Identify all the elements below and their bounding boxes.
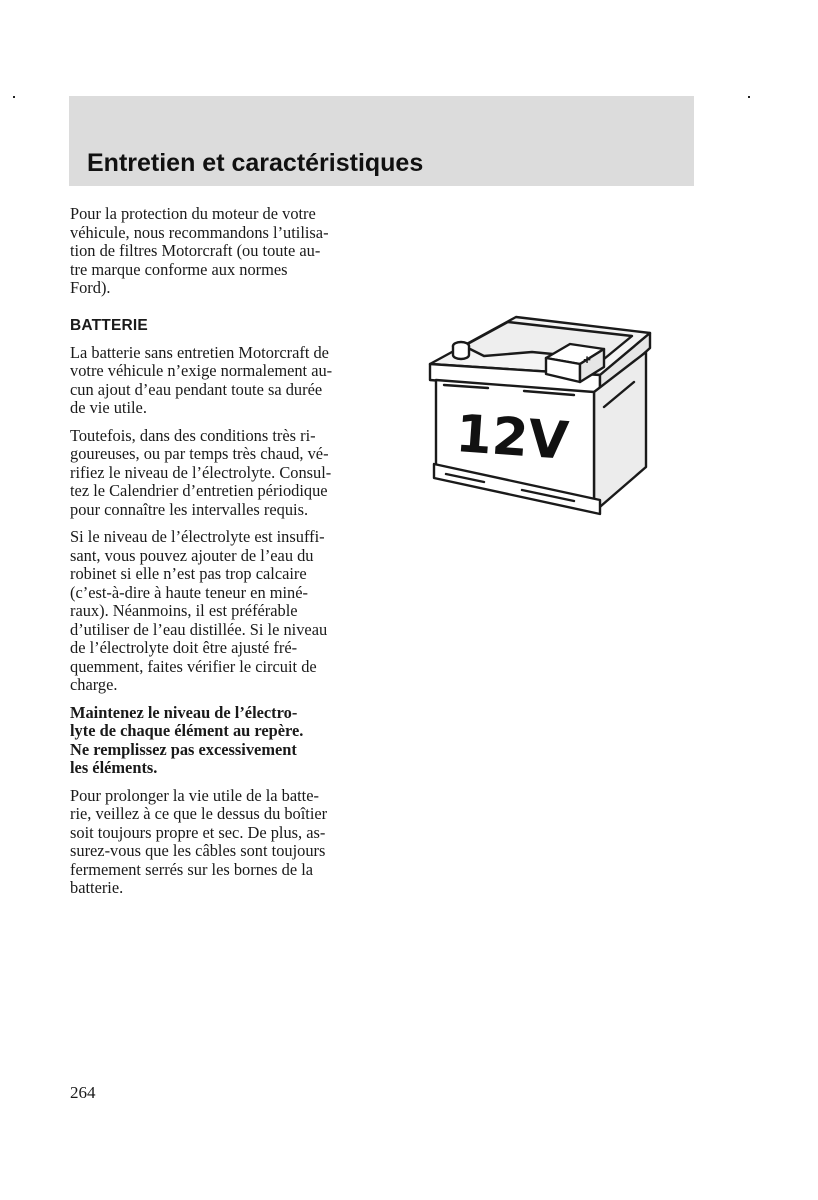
text-line: sant, vous pouvez ajouter de l’eau du — [70, 545, 314, 565]
plus-symbol: + — [583, 352, 591, 367]
text-line: Si le niveau de l’électrolyte est insuffi- — [70, 527, 325, 546]
text-line: raux). Néanmoins, il est préférable — [70, 601, 298, 620]
text-line: robinet si elle n’est pas trop calcaire — [70, 564, 307, 583]
text-line: Pour la protection du moteur de votre — [70, 204, 316, 223]
text-line: charge. — [70, 675, 118, 694]
intro-paragraph — [70, 205, 370, 298]
text-line: Maintenez le niveau de l’électro- — [70, 702, 298, 722]
page-number: 264 — [70, 1083, 96, 1102]
section-header-band — [69, 96, 694, 186]
battery-heading: BATTERIE — [70, 316, 148, 334]
battery-warning-paragraph — [70, 704, 370, 778]
main-text-column — [70, 205, 370, 907]
text-line: pour connaître les intervalles requis. — [70, 499, 309, 519]
text-line: Ford). — [70, 278, 111, 297]
text-line: batterie. — [70, 878, 124, 897]
text-line: rie, veillez à ce que le dessus du boîtier — [70, 804, 328, 823]
text-line: tez le Calendrier d’entretien périodique — [70, 481, 328, 500]
text-line: d’utiliser de l’eau distillée. Si le niveau — [70, 619, 328, 639]
text-line: les éléments. — [70, 758, 158, 777]
text-line: (c’est-à-dire à haute teneur en miné- — [70, 582, 308, 602]
text-line: goureuses, ou par temps très chaud, vé- — [70, 444, 329, 463]
battery-paragraph-check-level — [70, 427, 370, 520]
text-line: surez-vous que les câbles sont toujours — [70, 841, 326, 860]
text-line: votre véhicule n’exige normalement au- — [70, 361, 333, 380]
text-line: quemment, faites vérifier le circuit de — [70, 656, 317, 676]
text-line: Ne remplissez pas excessivement — [70, 739, 297, 759]
text-line: Toutefois, dans des conditions très ri- — [70, 425, 316, 445]
text-line: La batterie sans entretien Motorcraft de — [70, 342, 329, 362]
voltage-label: 12V — [453, 404, 571, 472]
text-line: rifiez le niveau de l’électrolyte. Consul- — [70, 462, 332, 482]
text-line: véhicule, nous recommandons l’utilisa- — [70, 222, 329, 242]
text-line: de vie utile. — [70, 398, 147, 417]
text-line: soit toujours propre et sec. De plus, as- — [70, 822, 326, 842]
text-line: Pour prolonger la vie utile de la batte- — [70, 785, 319, 805]
battery-paragraph-prolong-life — [70, 787, 370, 898]
crop-mark-right — [748, 96, 750, 98]
text-line: de l’électrolyte doit être ajusté fré- — [70, 638, 298, 657]
text-line: lyte de chaque élément au repère. — [70, 721, 304, 740]
text-line: cun ajout d’eau pendant toute sa durée — [70, 379, 323, 399]
text-line: tre marque conforme aux normes — [70, 259, 288, 279]
battery-paragraph-maintenance-free — [70, 344, 370, 418]
text-line: tion de filtres Motorcraft (ou toute au- — [70, 241, 321, 260]
battery-illustration — [424, 312, 664, 522]
page-title: Entretien et caractéristiques — [87, 149, 424, 177]
crop-mark-left — [13, 96, 15, 98]
text-line: fermement serrés sur les bornes de la — [70, 859, 314, 879]
battery-paragraph-add-water — [70, 528, 370, 695]
